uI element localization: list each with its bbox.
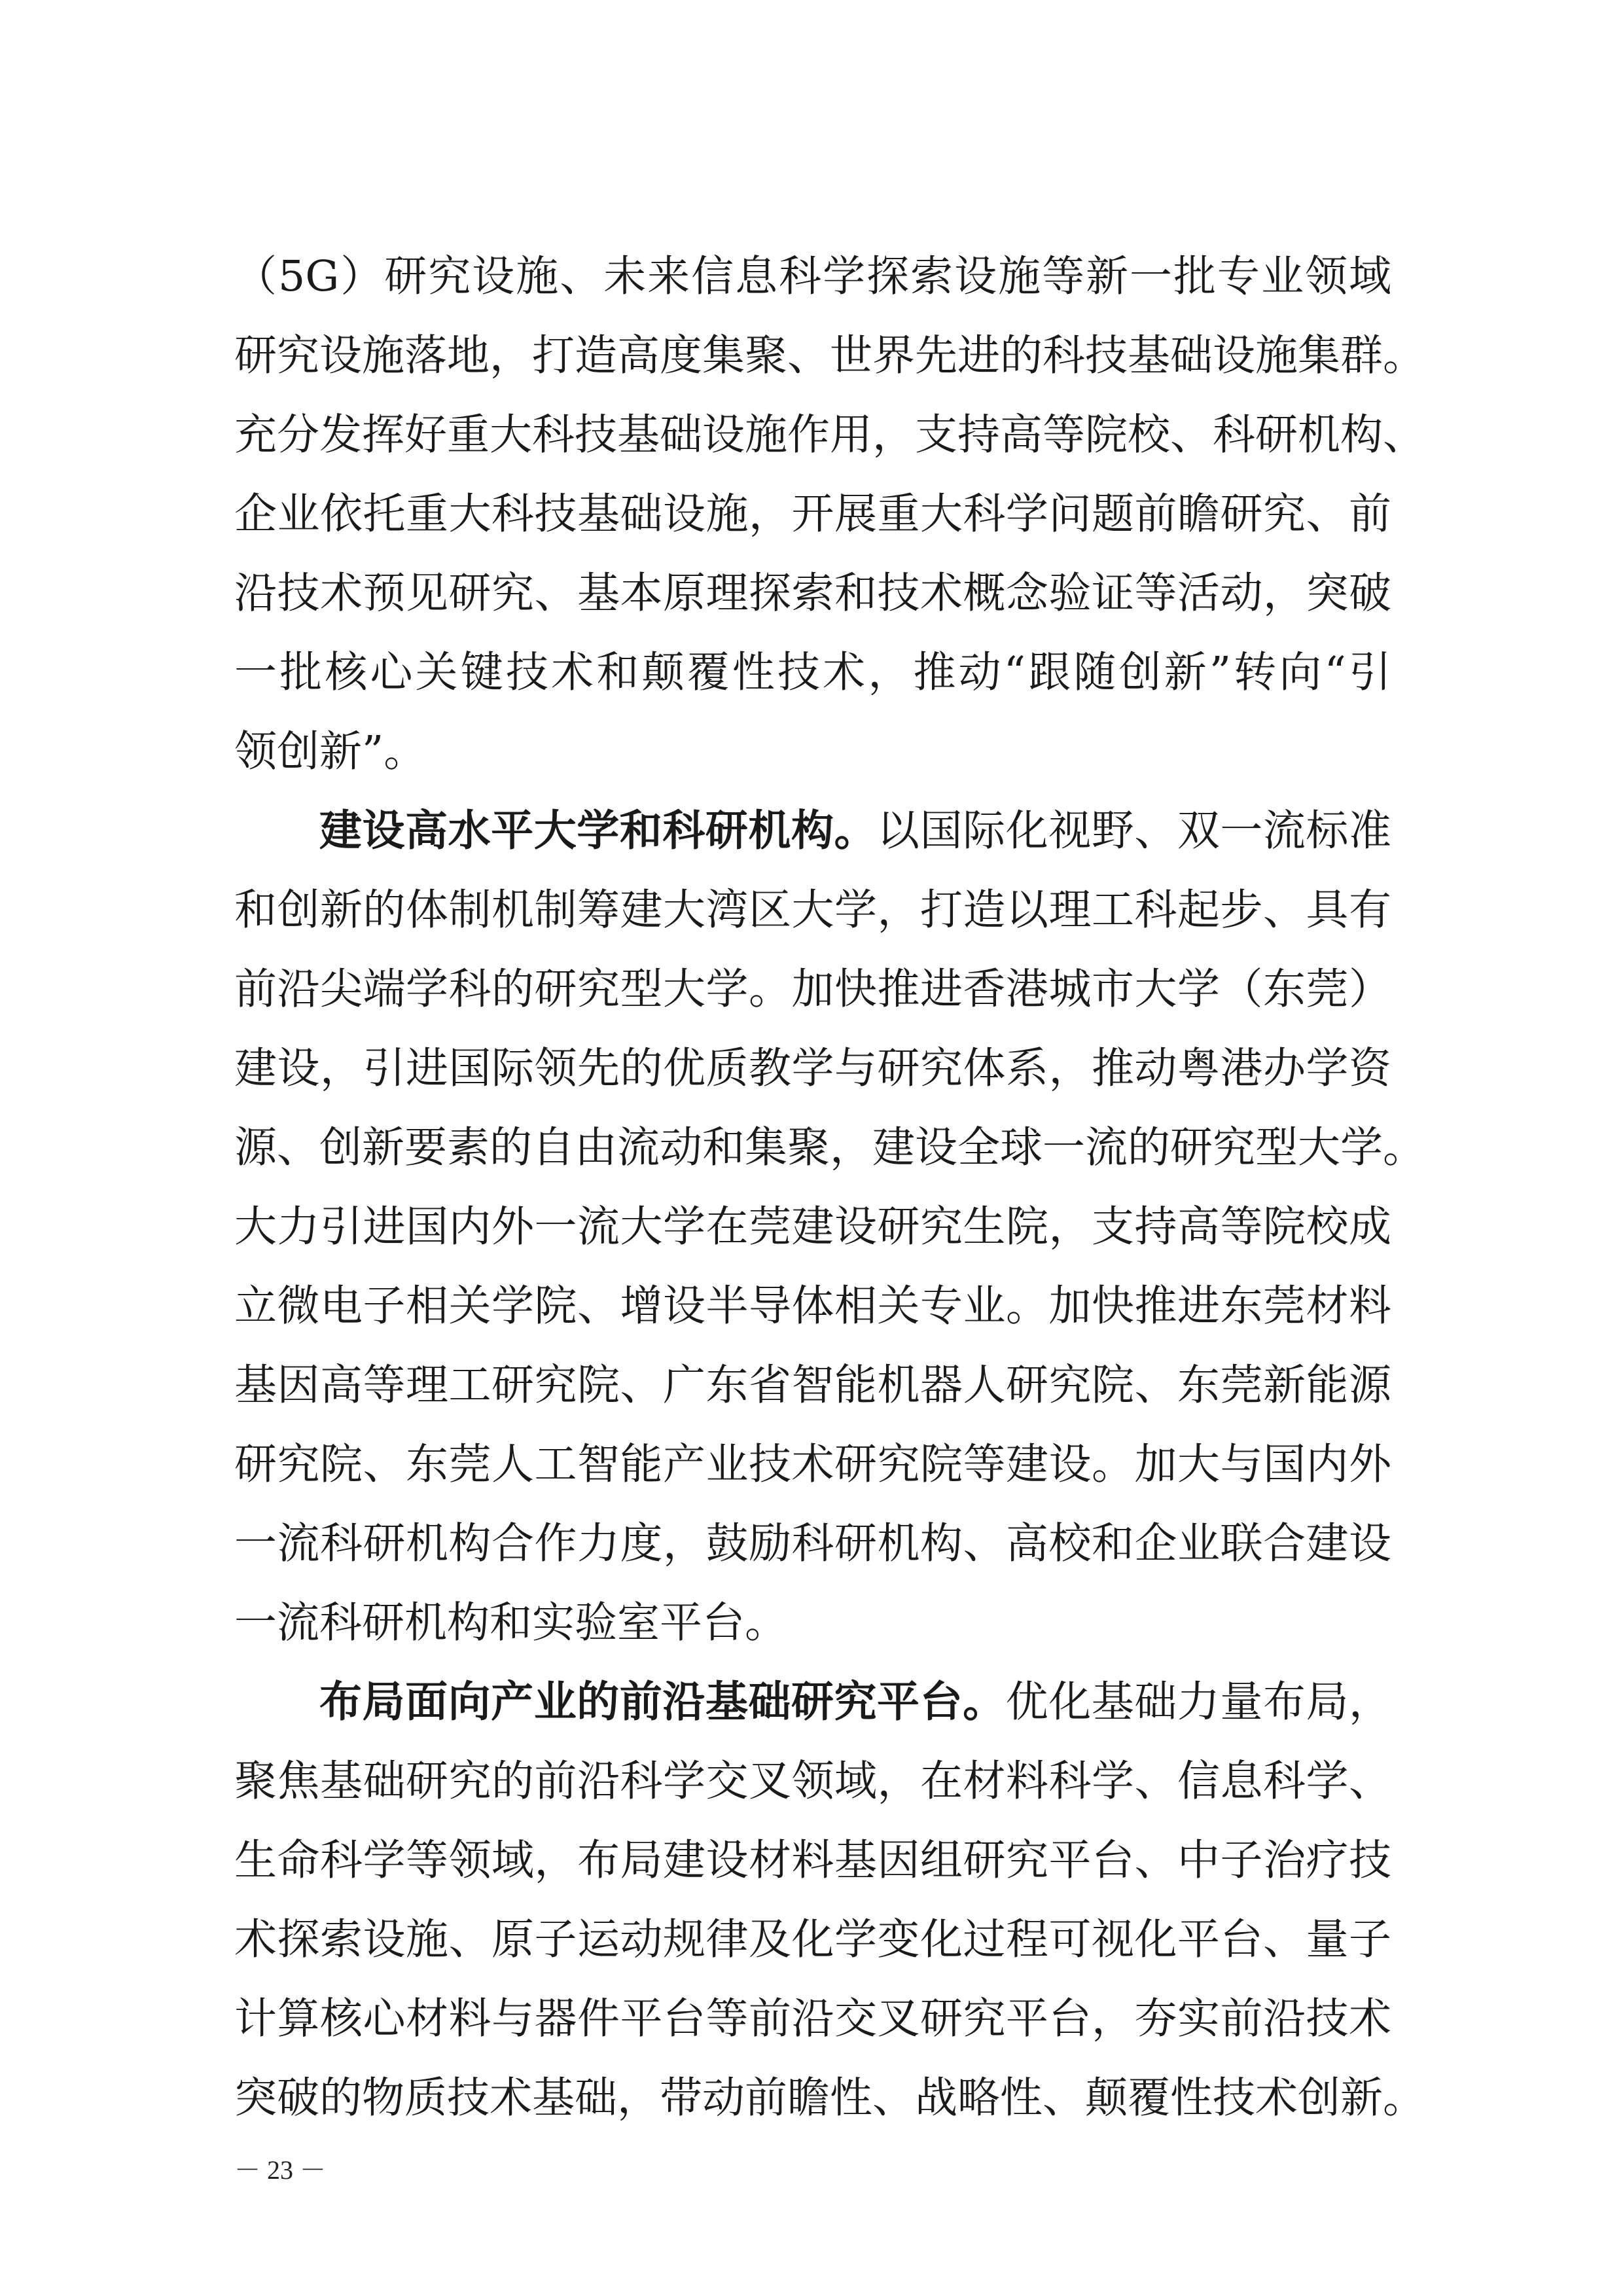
- paragraph-line: 基因高等理工研究院、广东省智能机器人研究院、东莞新能源: [234, 1361, 1391, 1410]
- paragraph-line: 一流科研机构和实验室平台。: [234, 1598, 788, 1647]
- paragraph-line: 和创新的体制机制筹建大湾区大学，打造以理工科起步、具有: [234, 886, 1391, 935]
- paragraph-line: 计算核心材料与器件平台等前沿交叉研究平台，夯实前沿技术: [234, 1994, 1391, 2043]
- section-heading: 布局面向产业的前沿基础研究平台。: [319, 1677, 1006, 1727]
- paragraph-line: 一流科研机构合作力度，鼓励科研机构、高校和企业联合建设: [234, 1519, 1391, 1568]
- paragraph-line: 建设，引进国际领先的优质教学与研究体系，推动粤港办学资: [234, 1044, 1391, 1093]
- section-heading: 建设高水平大学和科研机构。: [319, 806, 878, 855]
- paragraph-line: （5G）研究设施、未来信息科学探索设施等新一批专业领域: [234, 252, 1391, 301]
- paragraph-first-line: [234, 1662, 1391, 1742]
- paragraph-line: 大力引进国内外一流大学在莞建设研究生院，支持高等院校成: [234, 1202, 1391, 1251]
- paragraph-line: 术探索设施、原子运动规律及化学变化过程可视化平台、量子: [234, 1915, 1391, 1964]
- body-text: [234, 237, 1426, 2138]
- paragraph-line: 立微电子相关学院、增设半导体相关专业。加快推进东莞材料: [234, 1282, 1391, 1331]
- paragraph-text: 以国际化视野、双一流标准: [877, 806, 1391, 855]
- paragraph-line: 充分发挥好重大科技基础设施作用，支持高等院校、科研机构、: [234, 410, 1426, 459]
- paragraph-3: [234, 1662, 1426, 2138]
- paragraph-2: [234, 791, 1426, 1662]
- paragraph-line: 研究院、东莞人工智能产业技术研究院等建设。加大与国内外: [234, 1440, 1391, 1489]
- paragraph-1: [234, 237, 1426, 791]
- paragraph-line: 领创新”。: [234, 727, 427, 776]
- paragraph-line: 研究设施落地，打造高度集聚、世界先进的科技基础设施集群。: [234, 331, 1426, 380]
- paragraph-line: 生命科学等领域，布局建设材料基因组研究平台、中子治疗技: [234, 1836, 1391, 1885]
- paragraph-line: 前沿尖端学科的研究型大学。加快推进香港城市大学（东莞）: [234, 965, 1391, 1014]
- paragraph-line: 源、创新要素的自由流动和集聚，建设全球一流的研究型大学。: [234, 1123, 1426, 1172]
- paragraph-line: 聚焦基础研究的前沿科学交叉领域，在材料科学、信息科学、: [234, 1757, 1391, 1806]
- paragraph-line: 沿技术预见研究、基本原理探索和技术概念验证等活动，突破: [234, 569, 1391, 618]
- paragraph-line: 企业依托重大科技基础设施，开展重大科学问题前瞻研究、前: [234, 490, 1391, 539]
- paragraph-text: 优化基础力量布局，: [1005, 1677, 1391, 1727]
- page-number: － 23 －: [234, 2155, 326, 2185]
- paragraph-line: 一批核心关键技术和颠覆性技术，推动“跟随创新”转向“引: [234, 648, 1391, 697]
- paragraph-first-line: [234, 791, 1391, 870]
- paragraph-line: 突破的物质技术基础，带动前瞻性、战略性、颠覆性技术创新。: [234, 2073, 1426, 2123]
